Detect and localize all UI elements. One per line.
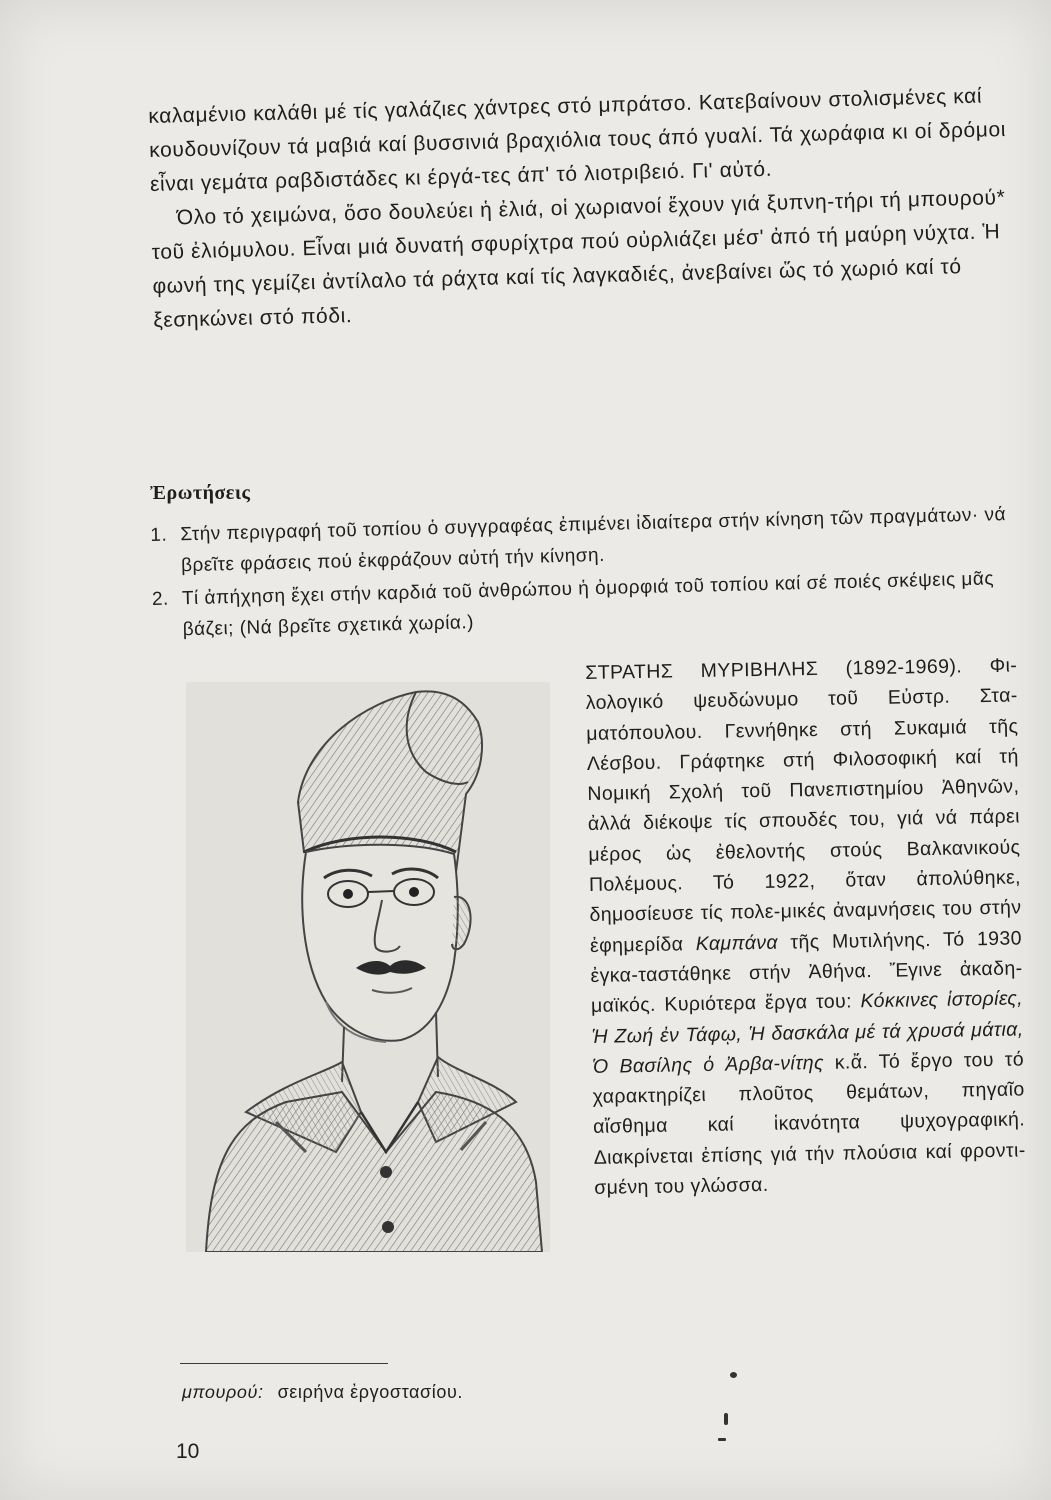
questions-list [150,499,1019,648]
question-number: 2. [151,588,170,610]
bio-paragraph [585,650,1026,1203]
footnote-definition: σειρήνα ἐργοστασίου. [277,1382,463,1402]
bio-works-titles: Κόκκινες ἱστορίες, Ἡ Ζωή ἐν Τάφῳ, Ἡ δασκάλα μέ τά χρυσά μάτια, Ὁ Βασίλης ὁ Ἀρβα-νίτης [591,987,1024,1078]
bio-text-1: ΣΤΡΑΤΗΣ ΜΥΡΙΒΗΛΗΣ (1892-1969). Φι-λολογικό ψευδώνυμο τοῦ Εὐστρ. Στα-ματόπουλου. Γεννήθηκε στή Συκαμιά τῆς Λέσβου. Γράφτηκε στή Φιλοσοφική καί τή Νομική Σχολή τοῦ Πανεπιστημίου Ἀθηνῶν, ἀλλά διέκοψε τίς σπουδές του, γιά νά πάρει μέρος ὡς ἐθελοντής στούς Βαλκανικούς Πολέμους. Τό 1922, ὅταν ἀπολύθηκε, δημοσίευσε τίς πολε-μικές ἀναμνήσεις του στήν ἐφημερίδα [585,654,1022,957]
question-text: Στήν περιγραφή τοῦ τοπίου ὁ συγγραφέας ἐπιμένει ἰδιαίτερα στήν κίνηση τῶν πραγμάτων· νά βρεῖτε φράσεις πού ἐκφράζουν αὐτή τήν κίνηση. [180,504,1007,577]
paragraph-1: καλαμένιο καλάθι μέ τίς γαλάζιες χάντρες στό μπράτσο. Κατεβαίνουν στολισμένες καί κουδουνίζουν τά μαβιά καί βυσσινιά βραχιόλια τους άπό γυαλί. Τά χωράφια κι οί δρόμοι εἶναι γεμάτα ραβδιστάδες κι έργά-τες άπ' τό λιοτριβειό. Γι' αὐτό. [148,84,1007,196]
author-biography [585,650,1026,1203]
questions-heading: Ἐρωτήσεις [150,482,251,504]
bio-text-2: τῆς Μυτιλήνης. Τό 1930 ἐγκα-ταστάθηκε στήν Ἀθήνα. Ἔγινε ἀκαδη-μαϊκός. Κυριότερα ἔργα του: [590,927,1023,1018]
page-number: 10 [176,1440,200,1463]
bio-text-3: κ.ἄ. Τό ἔργο του τό χαρακτηρίζει πλοῦτος θεμάτων, πηγαῖο αἴσθημα καί ἱκανότητα ψυχογραφική. Διακρίνεται ἐπίσης γιά τήν πλούσια καί φροντι-σμένη του γλώσσα. [592,1048,1026,1199]
question-text: Τί ἀπήχηση ἔχει στήν καρδιά τοῦ ἀνθρώπου ἡ ὀμορφιά τοῦ τοπίου καί σέ ποιές σκέψεις μᾶς βάζει; (Νά βρεῖτε σχετικά χωρία.) [181,568,995,641]
portrait-sketch [186,682,550,1252]
footnote [182,1382,463,1403]
question-number: 1. [150,524,168,546]
ink-speck [730,1372,737,1378]
ink-speck [718,1438,726,1441]
footnote-term: μπουρού: [182,1382,264,1402]
ink-speck [724,1413,728,1425]
bio-newspaper-title: Καμπάνα [695,931,779,955]
main-text [148,79,1020,338]
author-portrait [186,682,550,1252]
paragraph-2: Όλο τό χειμώνα, ὅσο δουλεύει ἡ ἐλιά, οἱ χωριανοί ἔχουν γιά ξυπνη-τήρι τή μπουρού* τοῦ ἐλιόμυλου. Εἶναι μιά δυνατή σφυρίχτρα πού οὐρλιάζει μέσ' ἀπό τή μαύρη νύχτα. Ἡ φωνή της γεμίζει ἀντίλαλο τά ράχτα καί τίς λαγκαδιές, ἀνεβαίνει ὥς τό χωριό καί τό ξεσηκώνει στό πόδι. [151,186,1006,332]
footnote-divider [180,1363,388,1364]
